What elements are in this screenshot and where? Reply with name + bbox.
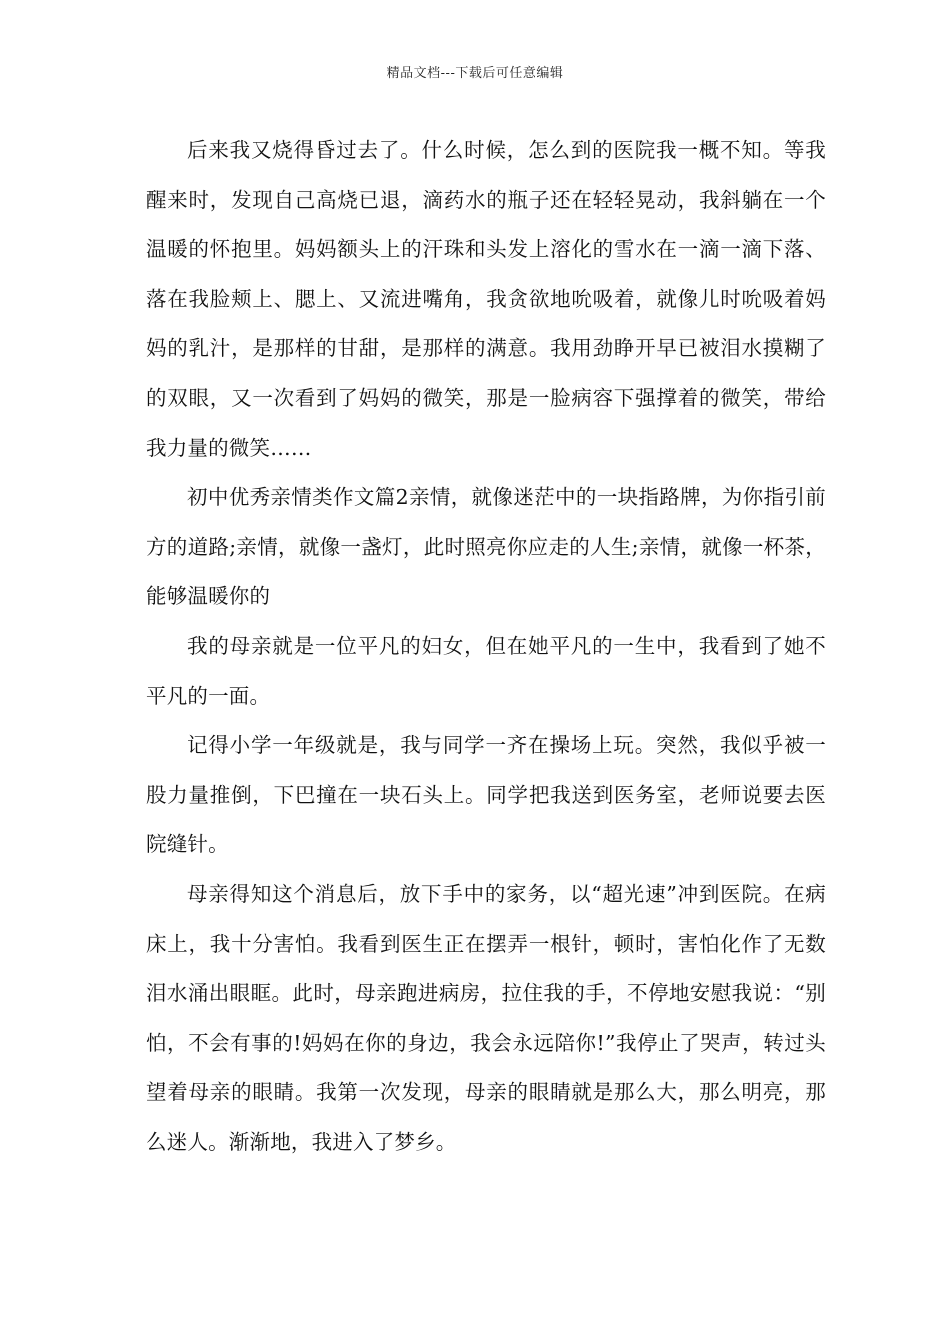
paragraph-3: 我的母亲就是一位平凡的妇女，但在她平凡的一生中，我看到了她不平凡的一面。 — [146, 633, 826, 708]
page-header: 精品文档---下载后可任意编辑 — [386, 66, 564, 81]
document-body — [146, 126, 826, 1167]
paragraph-2: 初中优秀亲情类作文篇2亲情，就像迷茫中的一块指路牌，为你指引前方的道路;亲情，就像一盏灯，此时照亮你应走的人生;亲情，就像一杯茶，能够温暖你的 — [146, 485, 826, 609]
paragraph-5: 母亲得知这个消息后，放下手中的家务，以“超光速”冲到医院。在病床上，我十分害怕。我看到医生正在摆弄一根针，顿时，害怕化作了无数泪水涌出眼眶。此时，母亲跑进病房，拉住我的手，不停地安慰我说：“别怕，不会有事的!妈妈在你的身边，我会永远陪你!”我停止了哭声，转过头望着母亲的眼睛。我第一次发现，母亲的眼睛就是那么大，那么明亮，那么迷人。渐渐地，我进入了梦乡。 — [146, 881, 826, 1154]
paragraph-1: 后来我又烧得昏过去了。什么时候，怎么到的医院我一概不知。等我醒来时，发现自己高烧已退，滴药水的瓶子还在轻轻晃动，我斜躺在一个温暖的怀抱里。妈妈额头上的汗珠和头发上溶化的雪水在一滴一滴下落、落在我脸颊上、腮上、又流进嘴角，我贪欲地吮吸着，就像儿时吮吸着妈妈的乳汁，是那样的甘甜，是那样的满意。我用劲睁开早已被泪水摸糊了的双眼，又一次看到了妈妈的微笑，那是一脸病容下强撑着的微笑，带给我力量的微笑…… — [146, 138, 826, 460]
paragraph-4: 记得小学一年级就是，我与同学一齐在操场上玩。突然，我似乎被一股力量推倒，下巴撞在一块石头上。同学把我送到医务室，老师说要去医院缝针。 — [146, 733, 826, 857]
